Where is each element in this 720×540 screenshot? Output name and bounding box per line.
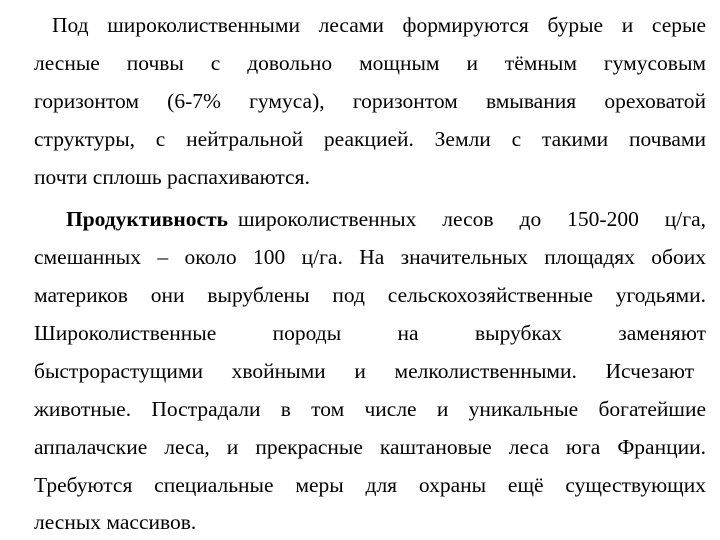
paragraph2-line-2: смешанных – около 100 ц/га. На значительных площадях обоих	[34, 245, 706, 269]
paragraph1-line-3: горизонтом (6-7% гумуса), горизонтом вмывания ореховатой	[34, 89, 706, 113]
paragraph2-line-1	[66, 206, 706, 232]
paragraph2-line-6: животные. Пострадали в том числе и уникальные богатейшие	[34, 397, 706, 421]
paragraph2-line-7: аппалачские леса, и прекрасные каштановые леса юга Франции.	[34, 435, 706, 459]
paragraph1-line-4: структуры, с нейтральной реакцией. Земли с такими почвами	[34, 127, 706, 151]
paragraph2-line-1-rest: широколиственных лесов до 150-200 ц/га,	[238, 207, 706, 231]
paragraph2-line-4: Широколиственные породы на вырубках заменяют	[34, 321, 706, 345]
paragraph1-line-1: Под широколиственными лесами формируются бурые и серые	[52, 13, 706, 37]
paragraph2-line-3: материков они вырублены под сельскохозяйственные угодьями.	[34, 283, 706, 307]
paragraph2-line-5: быстрорастущими хвойными и мелколиственными. Исчезают	[34, 359, 694, 383]
paragraph2-line-9: лесных массивов.	[34, 510, 197, 534]
paragraph2-line-8: Требуются специальные меры для охраны ещё существующих	[34, 473, 706, 497]
paragraph1-line-5: почти сплошь распахиваются.	[34, 165, 310, 189]
productivity-term: Продуктивность	[66, 207, 228, 231]
paragraph1-line-2: лесные почвы с довольно мощным и тёмным гумусовым	[34, 51, 706, 75]
